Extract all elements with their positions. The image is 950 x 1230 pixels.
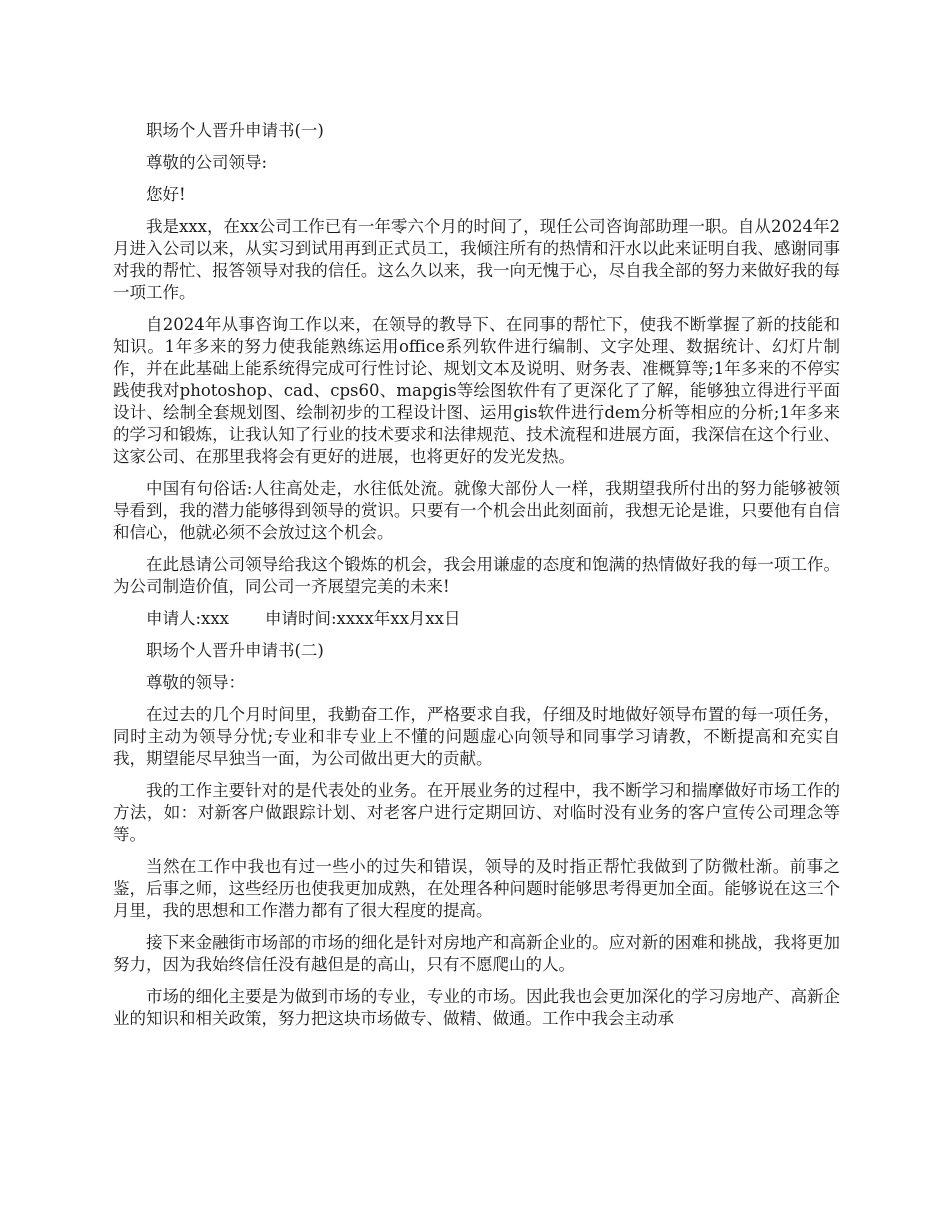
section1-paragraph: 自2024年从事咨询工作以来，在领导的教导下、在同事的帮忙下，使我不断掌握了新的技能和知识。1年多来的努力使我能熟练运用office系列软件进行编制、文字处理、数据统计、幻灯片制作，并在此基础上能系统得完成可行性讨论、规划文本及说明、财务表、准概算等;1年多来的不停实践使我对photoshop、cad、cps60、mapgis等绘图软件有了更深化了了解，能够独立得进行平面设计、绘制全套规划图、绘制初步的工程设计图、运用gis软件进行dem分析等相应的分析;1年多来的学习和锻炼，让我认知了行业的技术要求和法律规范、技术流程和进展方面，我深信在这个行业、这家公司、在那里我将会有更好的进展，也将更好的发光发热。	[113, 315, 840, 466]
section1-paragraph: 在此恳请公司领导给我这个锻炼的机会，我会用谦虚的态度和饱满的热情做好我的每一项工作。为公司制造价值，同公司一齐展望完美的未来!	[113, 555, 840, 596]
section1-paragraph: 我是xxx，在xx公司工作已有一年零六个月的时间了，现任公司咨询部助理一职。自从2024年2月进入公司以来，从实习到试用再到正式员工，我倾注所有的热情和汗水以此来证明自我、感谢同事对我的帮忙、报答领导对我的信任。这么久以来，我一向无愧于心，尽自我全部的努力来做好我的每一项工作。	[113, 217, 840, 302]
section1-greeting: 您好!	[146, 185, 186, 204]
section2-paragraph: 我的工作主要针对的是代表处的业务。在开展业务的过程中，我不断学习和揣摩做好市场工作的方法，如：对新客户做跟踪计划、对老客户进行定期回访、对临时没有业务的客户宣传公司理念等等。	[113, 781, 840, 844]
section2-paragraph: 在过去的几个月时间里，我勤奋工作，严格要求自我，仔细及时地做好领导布置的每一项任务，同时主动为领导分忧;专业和非专业上不懂的问题虚心向领导和同事学习请教，不断提高和充实自我，期望能尽早独当一面，为公司做出更大的贡献。	[113, 705, 840, 768]
section1-title: 职场个人晋升申请书(一)	[146, 121, 324, 140]
section2-salutation: 尊敬的领导：	[146, 673, 245, 692]
section2-paragraph: 市场的细化主要是为做到市场的专业，专业的市场。因此我也会更加深化的学习房地产、高新企业的知识和相关政策，努力把这块市场做专、做精、做通。工作中我会主动承	[113, 987, 840, 1028]
section2-title: 职场个人晋升申请书(二)	[146, 641, 324, 660]
apply-date: 申请时间:xxxx年xx月xx日	[264, 609, 461, 628]
applicant-name: 申请人:xxx	[146, 609, 229, 628]
section2-paragraph: 接下来金融街市场部的市场的细化是针对房地产和高新企业的。应对新的困难和挑战，我将更加努力，因为我始终信任没有越但是的高山，只有不愿爬山的人。	[113, 933, 840, 974]
document-page	[113, 120, 840, 1040]
section1-paragraph: 中国有句俗话:人往高处走，水往低处流。就像大部份人一样，我期望我所付出的努力能够被领导看到，我的潜力能够得到领导的赏识。只要有一个机会出此刻面前，我想无论是谁，只要他有自信和信心，他就必须不会放过这个机会。	[113, 479, 840, 542]
section2-paragraph: 当然在工作中我也有过一些小的过失和错误，领导的及时指正帮忙我做到了防微杜渐。前事之鉴，后事之师，这些经历也使我更加成熟，在处理各种问题时能够思考得更加全面。能够说在这三个月里，我的思想和工作潜力都有了很大程度的提高。	[113, 857, 840, 920]
section1-salutation: 尊敬的公司领导:	[146, 153, 268, 172]
section1-signature	[113, 608, 840, 630]
